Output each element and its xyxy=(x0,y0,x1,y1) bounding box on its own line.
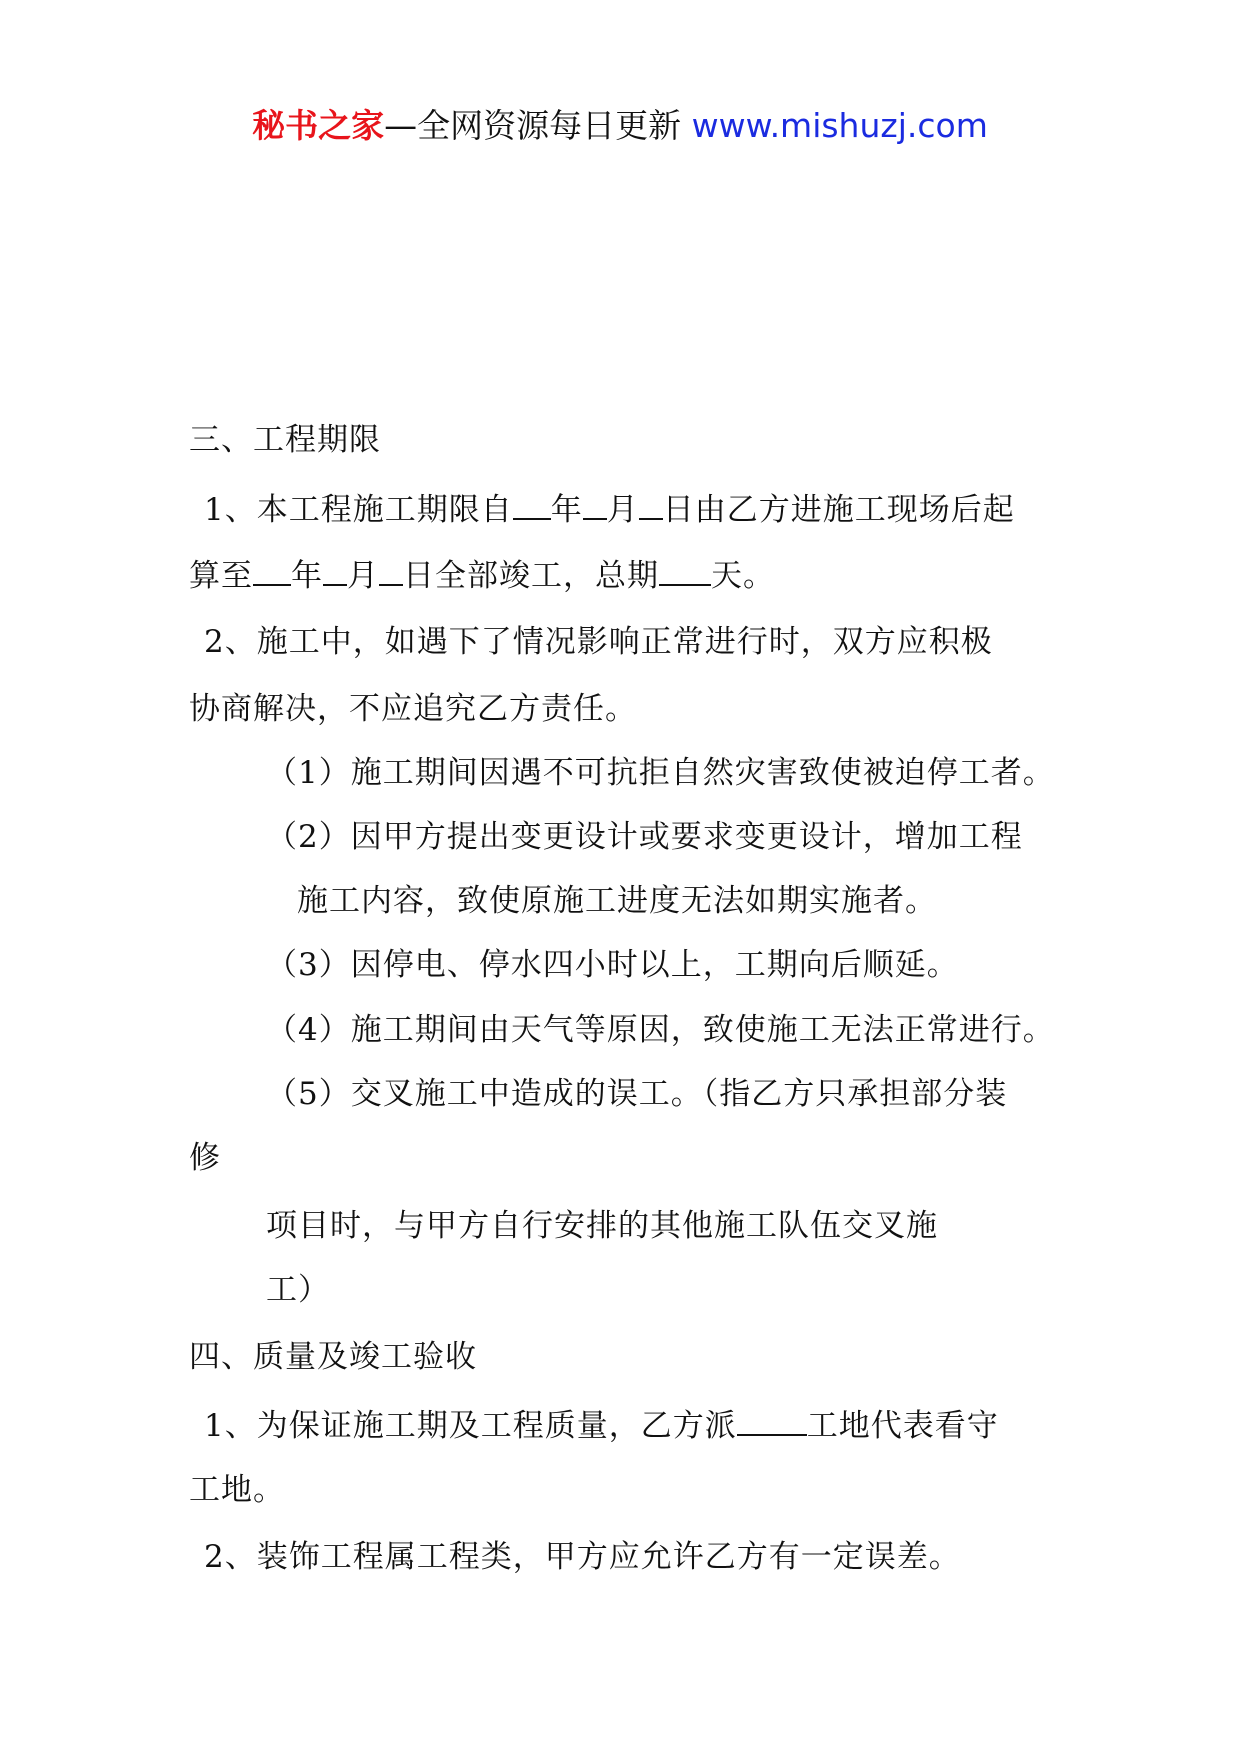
sub-item-4: （4）施工期间由天气等原因，致使施工无法正常进行。 xyxy=(266,1012,1055,1048)
site-header xyxy=(0,96,1240,156)
blank-end-month xyxy=(323,554,347,586)
blank-total-days xyxy=(659,554,711,586)
clause-3-1-line-2: 算至 年 月 日全部竣工，总期 天。 xyxy=(189,554,775,594)
section-3-title: 三、工程期限 xyxy=(189,422,381,458)
sub-item-1: （1）施工期间因遇不可抗拒自然灾害致使被迫停工者。 xyxy=(266,755,1055,791)
blank-start-year xyxy=(513,488,551,520)
blank-start-month xyxy=(583,488,607,520)
clause-3-1-line-1: 1、本工程施工期限自 年 月 日由乙方进施工现场后起 xyxy=(204,488,1015,528)
sub-item-2-line-1: （2）因甲方提出变更设计或要求变更设计，增加工程 xyxy=(266,819,1023,855)
sub-item-5-line-2: 修 xyxy=(189,1140,221,1176)
site-url-link[interactable]: www.mishuzj.com xyxy=(691,106,988,145)
sub-item-3: （3）因停电、停水四小时以上，工期向后顺延。 xyxy=(266,947,959,983)
sub-item-5-line-1: （5）交叉施工中造成的误工。（指乙方只承担部分装 xyxy=(266,1076,1008,1112)
sub-item-5-line-3: 项目时，与甲方自行安排的其他施工队伍交叉施 xyxy=(266,1208,938,1244)
clause-4-1-line-2: 工地。 xyxy=(189,1472,285,1508)
section-4-title: 四、质量及竣工验收 xyxy=(189,1339,477,1375)
sub-item-2-line-2: 施工内容，致使原施工进度无法如期实施者。 xyxy=(297,883,937,919)
clause-4-1-line-1: 1、为保证施工期及工程质量，乙方派 工地代表看守 xyxy=(204,1404,999,1444)
brand-name: 秘书之家 xyxy=(252,106,385,145)
sub-item-5-line-4: 工） xyxy=(266,1272,330,1308)
clause-3-2-line-2: 协商解决，不应追究乙方责任。 xyxy=(189,691,637,727)
header-slogan: —全网资源每日更新 xyxy=(384,106,682,145)
blank-site-representative xyxy=(737,1404,807,1436)
clause-3-2-line-1: 2、施工中，如遇下了情况影响正常进行时，双方应积极 xyxy=(204,624,993,660)
blank-start-day xyxy=(639,488,663,520)
blank-end-day xyxy=(379,554,403,586)
clause-4-2: 2、装饰工程属工程类，甲方应允许乙方有一定误差。 xyxy=(204,1539,961,1575)
blank-end-year xyxy=(253,554,291,586)
